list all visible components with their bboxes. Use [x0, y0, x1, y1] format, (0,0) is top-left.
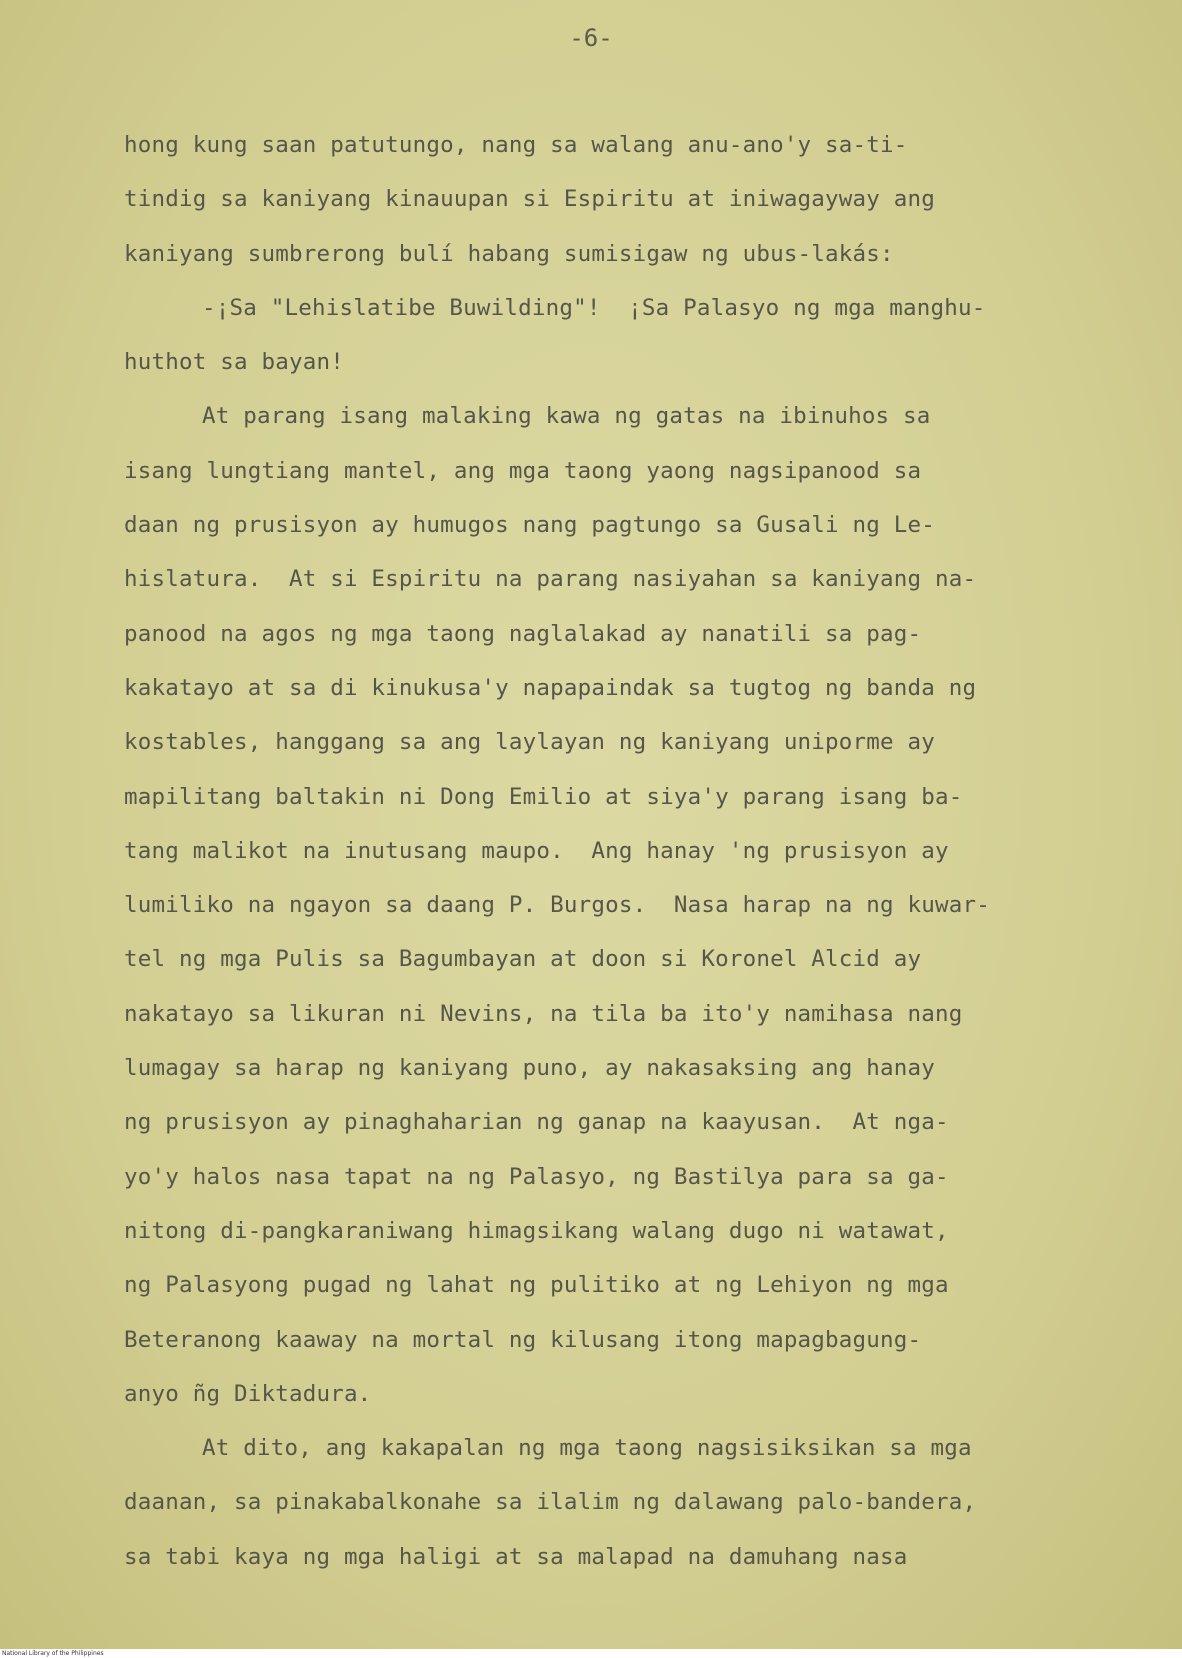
text-line: lumiliko na ngayon sa daang P. Burgos. Nasa harap na ng kuwar- — [124, 892, 991, 919]
text-line: anyo ñg Diktadura. — [124, 1380, 372, 1407]
text-line: mapilitang baltakin ni Dong Emilio at siya'y parang isang ba- — [124, 783, 963, 810]
text-line: tang malikot na inutusang maupo. Ang hanay 'ng prusisyon ay — [124, 837, 949, 864]
body-text — [124, 118, 1124, 1584]
text-line: yo'y halos nasa tapat na ng Palasyo, ng Bastilya para sa ga- — [124, 1163, 949, 1190]
text-line: daan ng prusisyon ay humugos nang pagtungo sa Gusali ng Le- — [124, 512, 936, 539]
text-line: At dito, ang kakapalan ng mga taong nagsisiksikan sa mga — [202, 1435, 972, 1462]
text-line: At parang isang malaking kawa ng gatas na ibinuhos sa — [202, 403, 931, 430]
text-line: kostables, hanggang sa ang laylayan ng kaniyang uniporme ay — [124, 729, 936, 756]
text-line: panood na agos ng mga taong naglalakad ay nanatili sa pag- — [124, 620, 922, 647]
text-line: daanan, sa pinakabalkonahe sa ilalim ng dalawang palo-bandera, — [124, 1489, 977, 1516]
text-line: hislatura. At si Espiritu na parang nasiyahan sa kaniyang na- — [124, 566, 977, 593]
text-line: nakatayo sa likuran ni Nevins, na tila ba ito'y namihasa nang — [124, 1000, 963, 1027]
page-number: -6- — [569, 24, 613, 52]
text-line: kaniyang sumbrerong bulí habang sumisigaw ng ubus-lakás: — [124, 240, 894, 267]
text-line: tel ng mga Pulis sa Bagumbayan at doon si Koronel Alcid ay — [124, 946, 922, 973]
text-line: -¡Sa "Lehislatibe Buwilding"! ¡Sa Palasyo ng mga manghu- — [202, 294, 986, 321]
text-line: tindig sa kaniyang kinauupan si Espiritu at iniwagayway ang — [124, 186, 936, 213]
text-line: kakatayo at sa di kinukusa'y napapaindak sa tugtog ng banda ng — [124, 674, 977, 701]
text-line: sa tabi kaya ng mga haligi at sa malapad na damuhang nasa — [124, 1543, 908, 1570]
text-line: hong kung saan patutungo, nang sa walang anu-ano'y sa-ti- — [124, 132, 908, 158]
text-line: lumagay sa harap ng kaniyang puno, ay nakasaksing ang hanay — [124, 1055, 936, 1082]
text-line: ng Palasyong pugad ng lahat ng pulitiko at ng Lehiyon ng mga — [124, 1272, 949, 1299]
text-line: Beteranong kaaway na mortal ng kilusang itong mapagbagung- — [124, 1326, 922, 1353]
text-line: ng prusisyon ay pinaghaharian ng ganap na kaayusan. At nga- — [124, 1109, 949, 1136]
text-line: nitong di-pangkaraniwang himagsikang walang dugo ni watawat, — [124, 1217, 949, 1244]
library-credit: National Library of the Philippines — [0, 1649, 1182, 1658]
text-line: huthot sa bayan! — [124, 349, 344, 376]
text-line: isang lungtiang mantel, ang mga taong yaong nagsipanood sa — [124, 457, 922, 484]
